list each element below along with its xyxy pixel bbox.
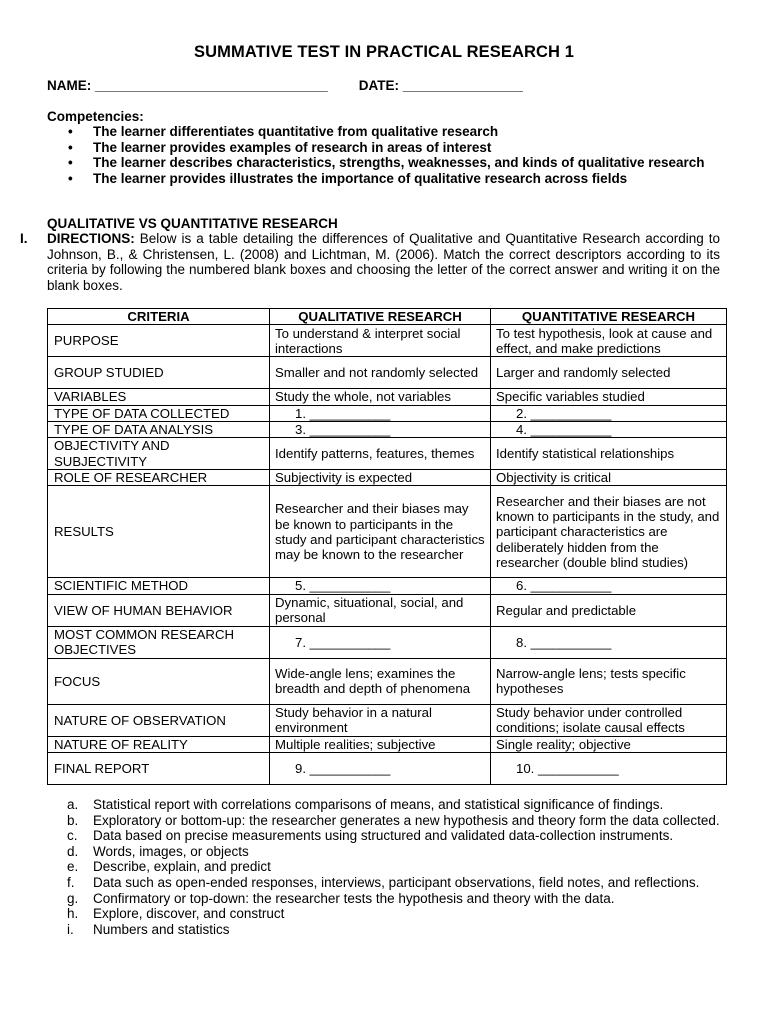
answer-blank-5[interactable]: 5. ___________ (270, 578, 491, 594)
answer-blank-3[interactable]: 3. ___________ (270, 421, 491, 437)
answer-option (67, 891, 720, 907)
table-row (48, 325, 727, 357)
table-row (48, 578, 727, 594)
section-number: I. (20, 231, 28, 246)
competency-item: • The learner provides illustrates the importance of qualitative research across fields (68, 170, 628, 186)
criteria-cell: FOCUS (48, 658, 270, 704)
column-header-criteria: CRITERIA (48, 309, 270, 325)
option-letter: h. (67, 906, 79, 922)
table-row (48, 470, 727, 486)
answer-option (67, 844, 720, 860)
qualitative-cell: Dynamic, situational, social, and personal (270, 594, 491, 626)
bullet-icon: • (68, 155, 73, 170)
option-text: Exploratory or bottom-up: the researcher generates a new hypothesis and theory form the data collected. (93, 812, 720, 828)
option-letter: f. (67, 874, 75, 890)
table-row (48, 736, 727, 752)
criteria-cell: NATURE OF OBSERVATION (48, 704, 270, 736)
criteria-cell: ROLE OF RESEARCHER (48, 470, 270, 486)
qualitative-cell: Identify patterns, features, themes (270, 438, 491, 470)
directions-text (47, 231, 720, 293)
answer-option (67, 828, 720, 844)
competency-item: • The learner provides examples of research in areas of interest (68, 139, 492, 155)
criteria-cell: SCIENTIFIC METHOD (48, 578, 270, 594)
table-row (48, 357, 727, 389)
criteria-cell: OBJECTIVITY AND SUBJECTIVITY (48, 438, 270, 470)
answer-option (67, 922, 720, 938)
option-letter: b. (67, 812, 79, 828)
answer-option (67, 906, 720, 922)
column-header-quantitative: QUANTITATIVE RESEARCH (491, 309, 727, 325)
name-date-row (47, 78, 523, 93)
qualitative-cell: Wide-angle lens; examines the breadth and depth of phenomena (270, 658, 491, 704)
comparison-table (47, 308, 727, 785)
answer-blank-2[interactable]: 2. ___________ (491, 405, 727, 421)
qualitative-cell: Multiple realities; subjective (270, 736, 491, 752)
directions-block (20, 231, 720, 293)
option-letter: c. (67, 828, 78, 844)
criteria-cell: VIEW OF HUMAN BEHAVIOR (48, 594, 270, 626)
table-header-row (48, 309, 727, 325)
name-field[interactable]: NAME: _______________________________ (47, 78, 328, 93)
bullet-icon: • (68, 139, 73, 155)
competencies-heading: Competencies: (47, 109, 144, 124)
answer-blank-1[interactable]: 1. ___________ (270, 405, 491, 421)
quantitative-cell: To test hypothesis, look at cause and effect, and make predictions (491, 325, 727, 357)
qualitative-cell: Study behavior in a natural environment (270, 704, 491, 736)
table-row (48, 704, 727, 736)
answer-blank-7[interactable]: 7. ___________ (270, 626, 491, 658)
table-row (48, 594, 727, 626)
quantitative-cell: Researcher and their biases are not known to participants in the study, and participant characteristics are deliberately hidden from the researcher (double blind studies) (491, 486, 727, 578)
qualitative-cell: Subjectivity is expected (270, 470, 491, 486)
option-text: Data such as open-ended responses, interviews, participant observations, field notes, and reflections. (93, 874, 700, 890)
option-text: Confirmatory or top-down: the researcher tests the hypothesis and theory with the data. (93, 890, 615, 906)
answer-options-list (67, 797, 720, 937)
competency-item: • The learner describes characteristics, strengths, weaknesses, and kinds of qualitative research (68, 155, 705, 170)
criteria-cell: PURPOSE (48, 325, 270, 357)
bullet-icon: • (68, 170, 73, 186)
table-row (48, 486, 727, 578)
criteria-cell: TYPE OF DATA ANALYSIS (48, 421, 270, 437)
qualitative-cell: Researcher and their biases may be known to participants in the study and participant characteristics may be known to the researcher (270, 486, 491, 578)
answer-option (67, 875, 720, 891)
answer-blank-6[interactable]: 6. ___________ (491, 578, 727, 594)
quantitative-cell: Identify statistical relationships (491, 438, 727, 470)
directions-label: DIRECTIONS: (47, 231, 135, 246)
bullet-icon: • (68, 124, 73, 139)
table-row (48, 438, 727, 470)
competencies-list (47, 124, 727, 186)
criteria-cell: RESULTS (48, 486, 270, 578)
option-text: Explore, discover, and construct (93, 906, 285, 922)
option-text: Numbers and statistics (93, 921, 230, 937)
answer-option (67, 813, 720, 829)
option-text: Describe, explain, and predict (93, 859, 271, 875)
option-letter: d. (67, 843, 79, 859)
answer-blank-4[interactable]: 4. ___________ (491, 421, 727, 437)
quantitative-cell: Narrow-angle lens; tests specific hypotheses (491, 658, 727, 704)
quantitative-cell: Regular and predictable (491, 594, 727, 626)
quantitative-cell: Single reality; objective (491, 736, 727, 752)
option-text: Words, images, or objects (93, 843, 249, 859)
table-row (48, 389, 727, 405)
criteria-cell: VARIABLES (48, 389, 270, 405)
criteria-cell: GROUP STUDIED (48, 357, 270, 389)
quantitative-cell: Specific variables studied (491, 389, 727, 405)
table-row (48, 626, 727, 658)
competency-item: • The learner differentiates quantitative from qualitative research (68, 124, 499, 139)
answer-option (67, 859, 720, 875)
page-title: SUMMATIVE TEST IN PRACTICAL RESEARCH 1 (194, 43, 574, 61)
date-field[interactable]: DATE: ________________ (358, 78, 523, 93)
table-row (48, 658, 727, 704)
answer-option (67, 797, 720, 813)
qualitative-cell: To understand & interpret social interactions (270, 325, 491, 357)
answer-blank-9[interactable]: 9. ___________ (270, 753, 491, 785)
table-row (48, 405, 727, 421)
table-row (48, 753, 727, 785)
table-row (48, 421, 727, 437)
option-letter: e. (67, 859, 79, 875)
qualitative-cell: Study the whole, not variables (270, 389, 491, 405)
criteria-cell: TYPE OF DATA COLLECTED (48, 405, 270, 421)
qualitative-cell: Smaller and not randomly selected (270, 357, 491, 389)
option-letter: g. (67, 890, 79, 906)
quantitative-cell: Larger and randomly selected (491, 357, 727, 389)
answer-blank-8[interactable]: 8. ___________ (491, 626, 727, 658)
quantitative-cell: Study behavior under controlled conditions; isolate causal effects (491, 704, 727, 736)
directions-body: Below is a table detailing the differences of Qualitative and Quantitative Research according to Johnson, B., & Christensen, L. (2008) and Lichtman, M. (2006). Match the correct descriptors according to its criteria by following the numbered blank boxes and choosing the letter of the correct answer and writing it on the blank boxes. (47, 231, 720, 293)
section-heading: QUALITATIVE VS QUANTITATIVE RESEARCH (47, 216, 338, 231)
column-header-qualitative: QUALITATIVE RESEARCH (270, 309, 491, 325)
option-letter: a. (67, 797, 79, 812)
criteria-cell: FINAL REPORT (48, 753, 270, 785)
criteria-cell: NATURE OF REALITY (48, 736, 270, 752)
criteria-cell: MOST COMMON RESEARCH OBJECTIVES (48, 626, 270, 658)
option-text: Data based on precise measurements using structured and validated data-collection instruments. (93, 828, 674, 844)
option-letter: i. (67, 921, 74, 937)
answer-blank-10[interactable]: 10. ___________ (491, 753, 727, 785)
option-text: Statistical report with correlations comparisons of means, and statistical significance of findings. (93, 797, 664, 812)
quantitative-cell: Objectivity is critical (491, 470, 727, 486)
